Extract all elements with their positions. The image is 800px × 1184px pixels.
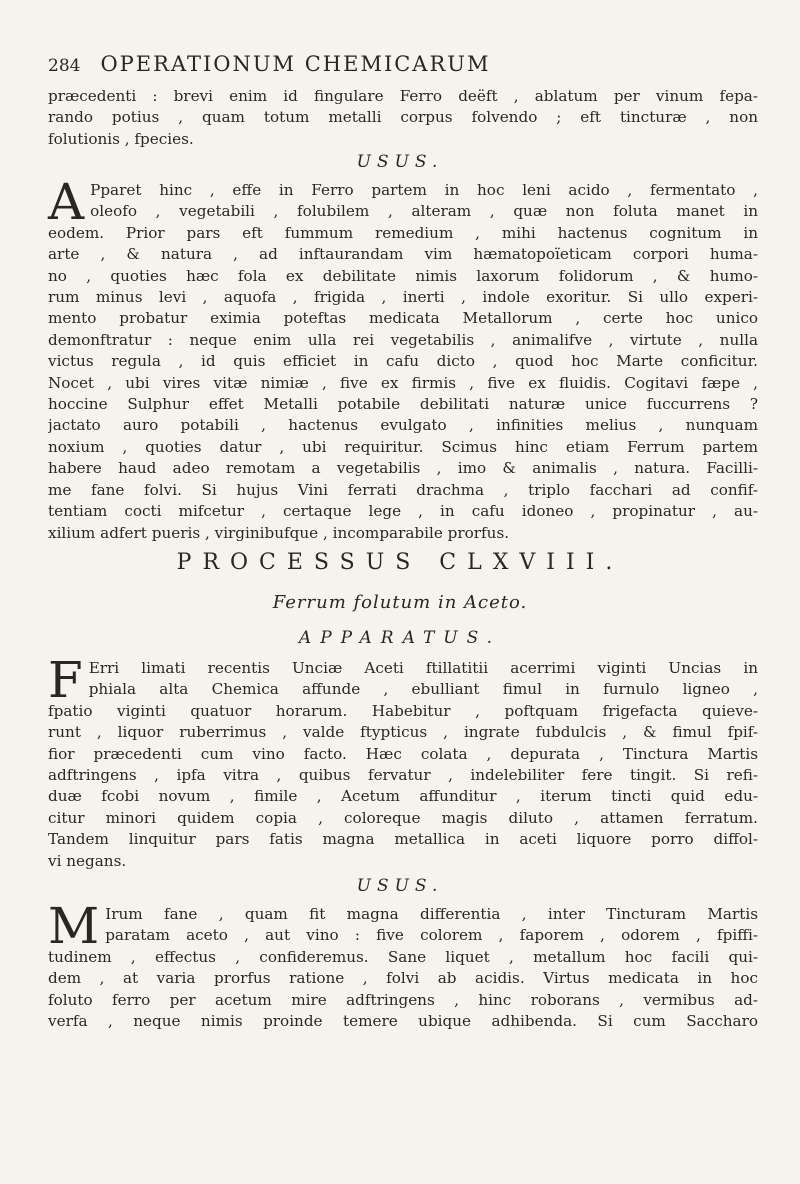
text-line: tentiam cocti mifcetur , certaque lege , in cafu idoneo , propinatur , au-: [48, 502, 758, 521]
text-line: Tandem linquitur pars fatis magna metallica in aceti liquore porro diffol-: [48, 830, 758, 849]
text-line: fior præcedenti cum vino facto. Hæc colata , depurata , Tinctura Martis: [48, 744, 758, 763]
text-line: phiala alta Chemica affunde , ebulliant fimul in furnulo ligneo ,: [88, 680, 758, 699]
text-line: duæ fcobi novum , fimile , Acetum affunditur , iterum tincti quid edu-: [48, 787, 758, 806]
text-line: mento probatur eximia poteftas medicata Metallorum , certe hoc unico: [48, 309, 758, 328]
usus-heading: USUS.: [356, 152, 444, 172]
text-line: citur minori quidem copia , coloreque magis diluto , attamen ferratum.: [48, 808, 758, 827]
text-line: folutionis , fpecies.: [48, 129, 194, 148]
text-line: rando potius , quam totum metalli corpus folvendo ; eft tincturæ , non: [48, 108, 758, 127]
text-line: adftringens , ipfa vitra , quibus fervatur , indelebiliter fere tingit. Si refi-: [48, 766, 758, 785]
text-line: xilium adfert pueris , virginibufque , incomparabile prorfus.: [48, 523, 510, 542]
drop-cap: F: [48, 651, 83, 709]
usus-paragraph: [48, 173, 758, 544]
drop-cap: A: [48, 173, 85, 231]
text-line: runt , liquor ruberrimus , valde ftypticus , ingrate fubdulcis , & fimul fpif-: [48, 723, 758, 742]
text-line: habere haud adeo remotam a vegetabilis , imo & animalis , natura. Facilli-: [48, 459, 758, 478]
text-line: demonftratur : neque enim ulla rei vegetabilis , animalifve , virtute , nulla: [48, 330, 758, 349]
apparatus-heading: APPARATUS.: [298, 628, 502, 648]
text-line: foluto ferro per acetum mire adftringens , hinc roborans , vermibus ad-: [48, 990, 758, 1009]
text-line: tudinem , effectus , confideremus. Sane liquet , metallum hoc facili qui-: [48, 947, 758, 966]
text-line: verfa , neque nimis proinde temere ubique adhibenda. Si cum Saccharo: [48, 1012, 758, 1031]
running-title: OPERATIONUM CHEMICARUM: [100, 52, 491, 76]
running-head: [48, 52, 728, 82]
text-line: jactato auro potabili , hactenus evulgato , infinities melius , nunquam: [48, 416, 758, 435]
processus-heading: PROCESSUS CLXVIII.: [176, 550, 624, 575]
text-line: præcedenti : brevi enim id fingulare Ferro deëft , ablatum per vinum fepa-: [48, 87, 758, 105]
text-line: oleofo , vegetabili , folubilem , alteram , quæ non foluta manet in: [90, 202, 758, 221]
intro-paragraph: [48, 86, 758, 150]
drop-cap: M: [48, 897, 100, 955]
text-line: eodem. Prior pars eft fummum remedium , mihi hactenus cognitum in: [48, 223, 758, 242]
text-line: dem , at varia prorfus ratione , folvi ab acidis. Virtus medicata in hoc: [48, 969, 758, 988]
text-line: no , quoties hæc fola ex debilitate nimis laxorum folidorum , & humo-: [48, 266, 758, 285]
text-line: Pparet hinc , effe in Ferro partem in hoc leni acido , fermentato ,: [90, 181, 758, 199]
text-line: victus regula , id quis efficiet in cafu dicto , quod hoc Marte conficitur.: [48, 352, 758, 371]
text-line: arte , & natura , ad inftaurandam vim hæmatopoïeticam corpori huma-: [48, 245, 758, 264]
text-line: Erri limati recentis Unciæ Aceti ftillatitii acerrimi viginti Uncias in: [88, 659, 758, 677]
page-number: 284: [48, 56, 81, 76]
text-line: rum minus levi , aquofa , frigida , inerti , indole exoritur. Si ullo experi-: [48, 288, 758, 307]
usus-paragraph: [48, 897, 758, 1032]
text-line: fpatio viginti quatuor horarum. Habebitur , poftquam frigefacta quieve-: [48, 701, 758, 720]
text-line: me fane folvi. Si hujus Vini ferrati drachma , triplo facchari ad confif-: [48, 480, 758, 499]
text-line: Irum fane , quam fit magna differentia , inter Tincturam Martis: [105, 905, 758, 923]
text-line: vi negans.: [48, 851, 127, 870]
text-line: noxium , quoties datur , ubi requiritur. Scimus hinc etiam Ferrum partem: [48, 437, 758, 456]
text-line: hoccine Sulphur effet Metalli potabile debilitati naturæ unice fuccurrens ?: [48, 395, 758, 414]
usus-heading: USUS.: [356, 876, 444, 896]
processus-subtitle: Ferrum folutum in Aceto.: [272, 592, 528, 613]
text-line: Nocet , ubi vires vitæ nimiæ , five ex firmis , five ex fluidis. Cogitavi fæpe ,: [48, 373, 758, 392]
text-line: paratam aceto , aut vino : five colorem , faporem , odorem , fpiffi-: [105, 926, 758, 945]
apparatus-paragraph: [48, 651, 758, 872]
